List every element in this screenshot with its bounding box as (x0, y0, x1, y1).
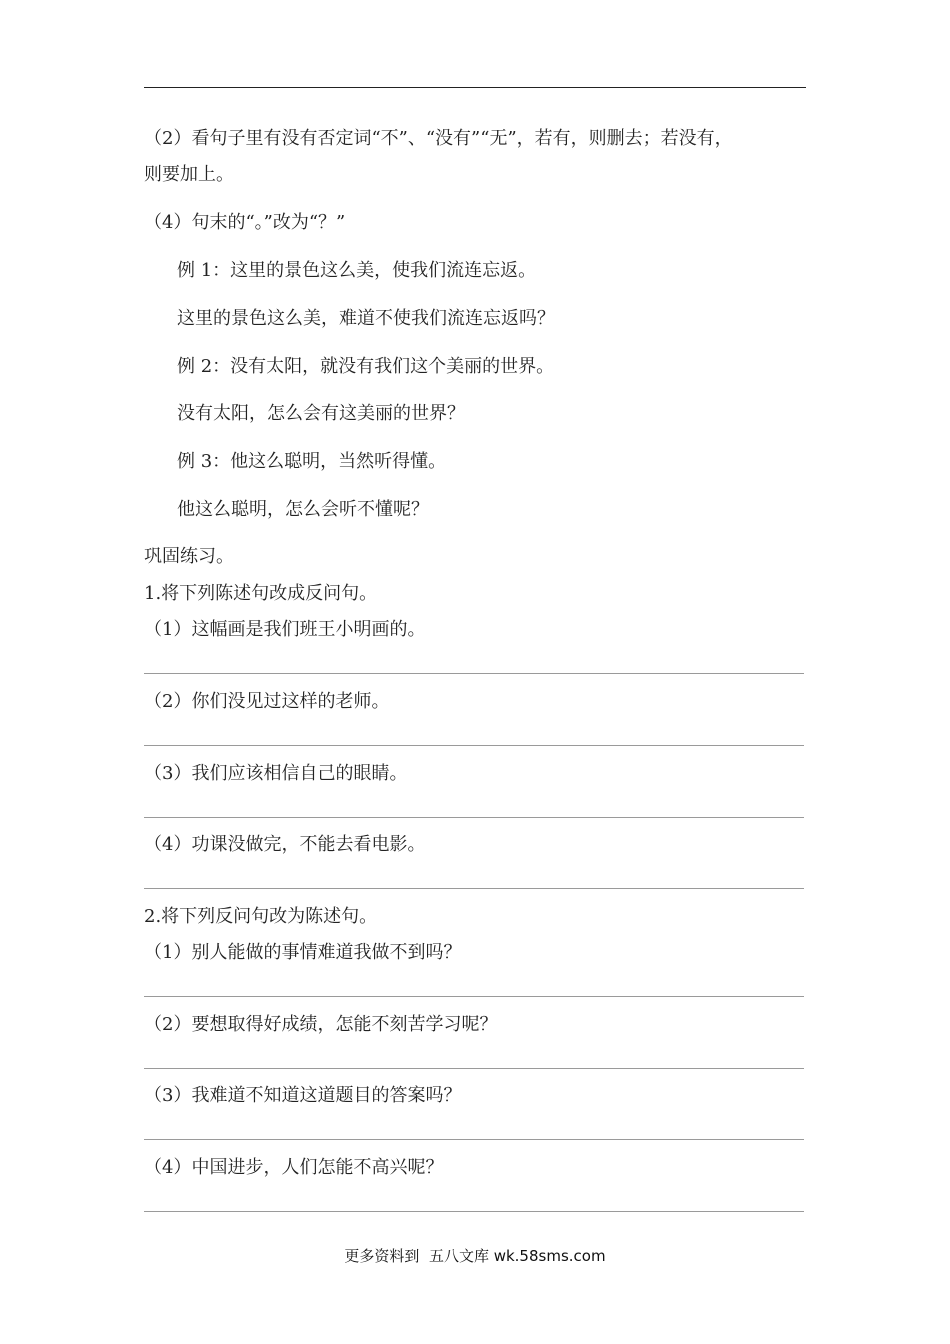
answer-line (144, 996, 804, 997)
answer-line (144, 888, 804, 889)
example-3: 例 3：他这么聪明，当然听得懂。 (177, 451, 447, 472)
answer-line (144, 745, 804, 746)
section1-title: 1.将下列陈述句改成反问句。 (144, 583, 378, 604)
section1-question-2: （2）你们没见过这样的老师。 (144, 691, 390, 712)
example-1: 例 1：这里的景色这么美，使我们流连忘返。 (177, 260, 537, 281)
section2-question-1: （1）别人能做的事情难道我做不到吗？ (144, 942, 462, 963)
rule-4: （4）句末的“。”改为“？” (144, 212, 346, 233)
answer-line (144, 1139, 804, 1140)
rule-2-line2: 则要加上。 (144, 164, 234, 185)
example-3-answer: 他这么聪明，怎么会听不懂呢？ (177, 499, 429, 520)
example-2: 例 2：没有太阳，就没有我们这个美丽的世界。 (177, 356, 555, 377)
answer-line (144, 673, 804, 674)
answer-line (144, 1068, 804, 1069)
section1-question-4: （4）功课没做完，不能去看电影。 (144, 834, 426, 855)
section2-title: 2.将下列反问句改为陈述句。 (144, 906, 378, 927)
section2-question-2: （2）要想取得好成绩，怎能不刻苦学习呢？ (144, 1014, 498, 1035)
answer-line (144, 817, 804, 818)
example-2-answer: 没有太阳，怎么会有这美丽的世界？ (177, 403, 465, 424)
answer-line (144, 1211, 804, 1212)
example-1-answer: 这里的景色这么美，难道不使我们流连忘返吗？ (177, 308, 555, 329)
footer-text: 更多资料到 五八文库 wk.58sms.com (344, 1247, 606, 1265)
section1-question-3: （3）我们应该相信自己的眼睛。 (144, 763, 408, 784)
practice-heading: 巩固练习。 (144, 546, 234, 567)
section2-question-4: （4）中国进步，人们怎能不高兴呢？ (144, 1157, 444, 1178)
header-rule (144, 87, 806, 88)
section2-question-3: （3）我难道不知道这道题目的答案吗？ (144, 1085, 462, 1106)
rule-2-line1: （2）看句子里有没有否定词“不”、“没有”“无”，若有，则删去；若没有， (144, 128, 733, 149)
section1-question-1: （1）这幅画是我们班王小明画的。 (144, 619, 426, 640)
